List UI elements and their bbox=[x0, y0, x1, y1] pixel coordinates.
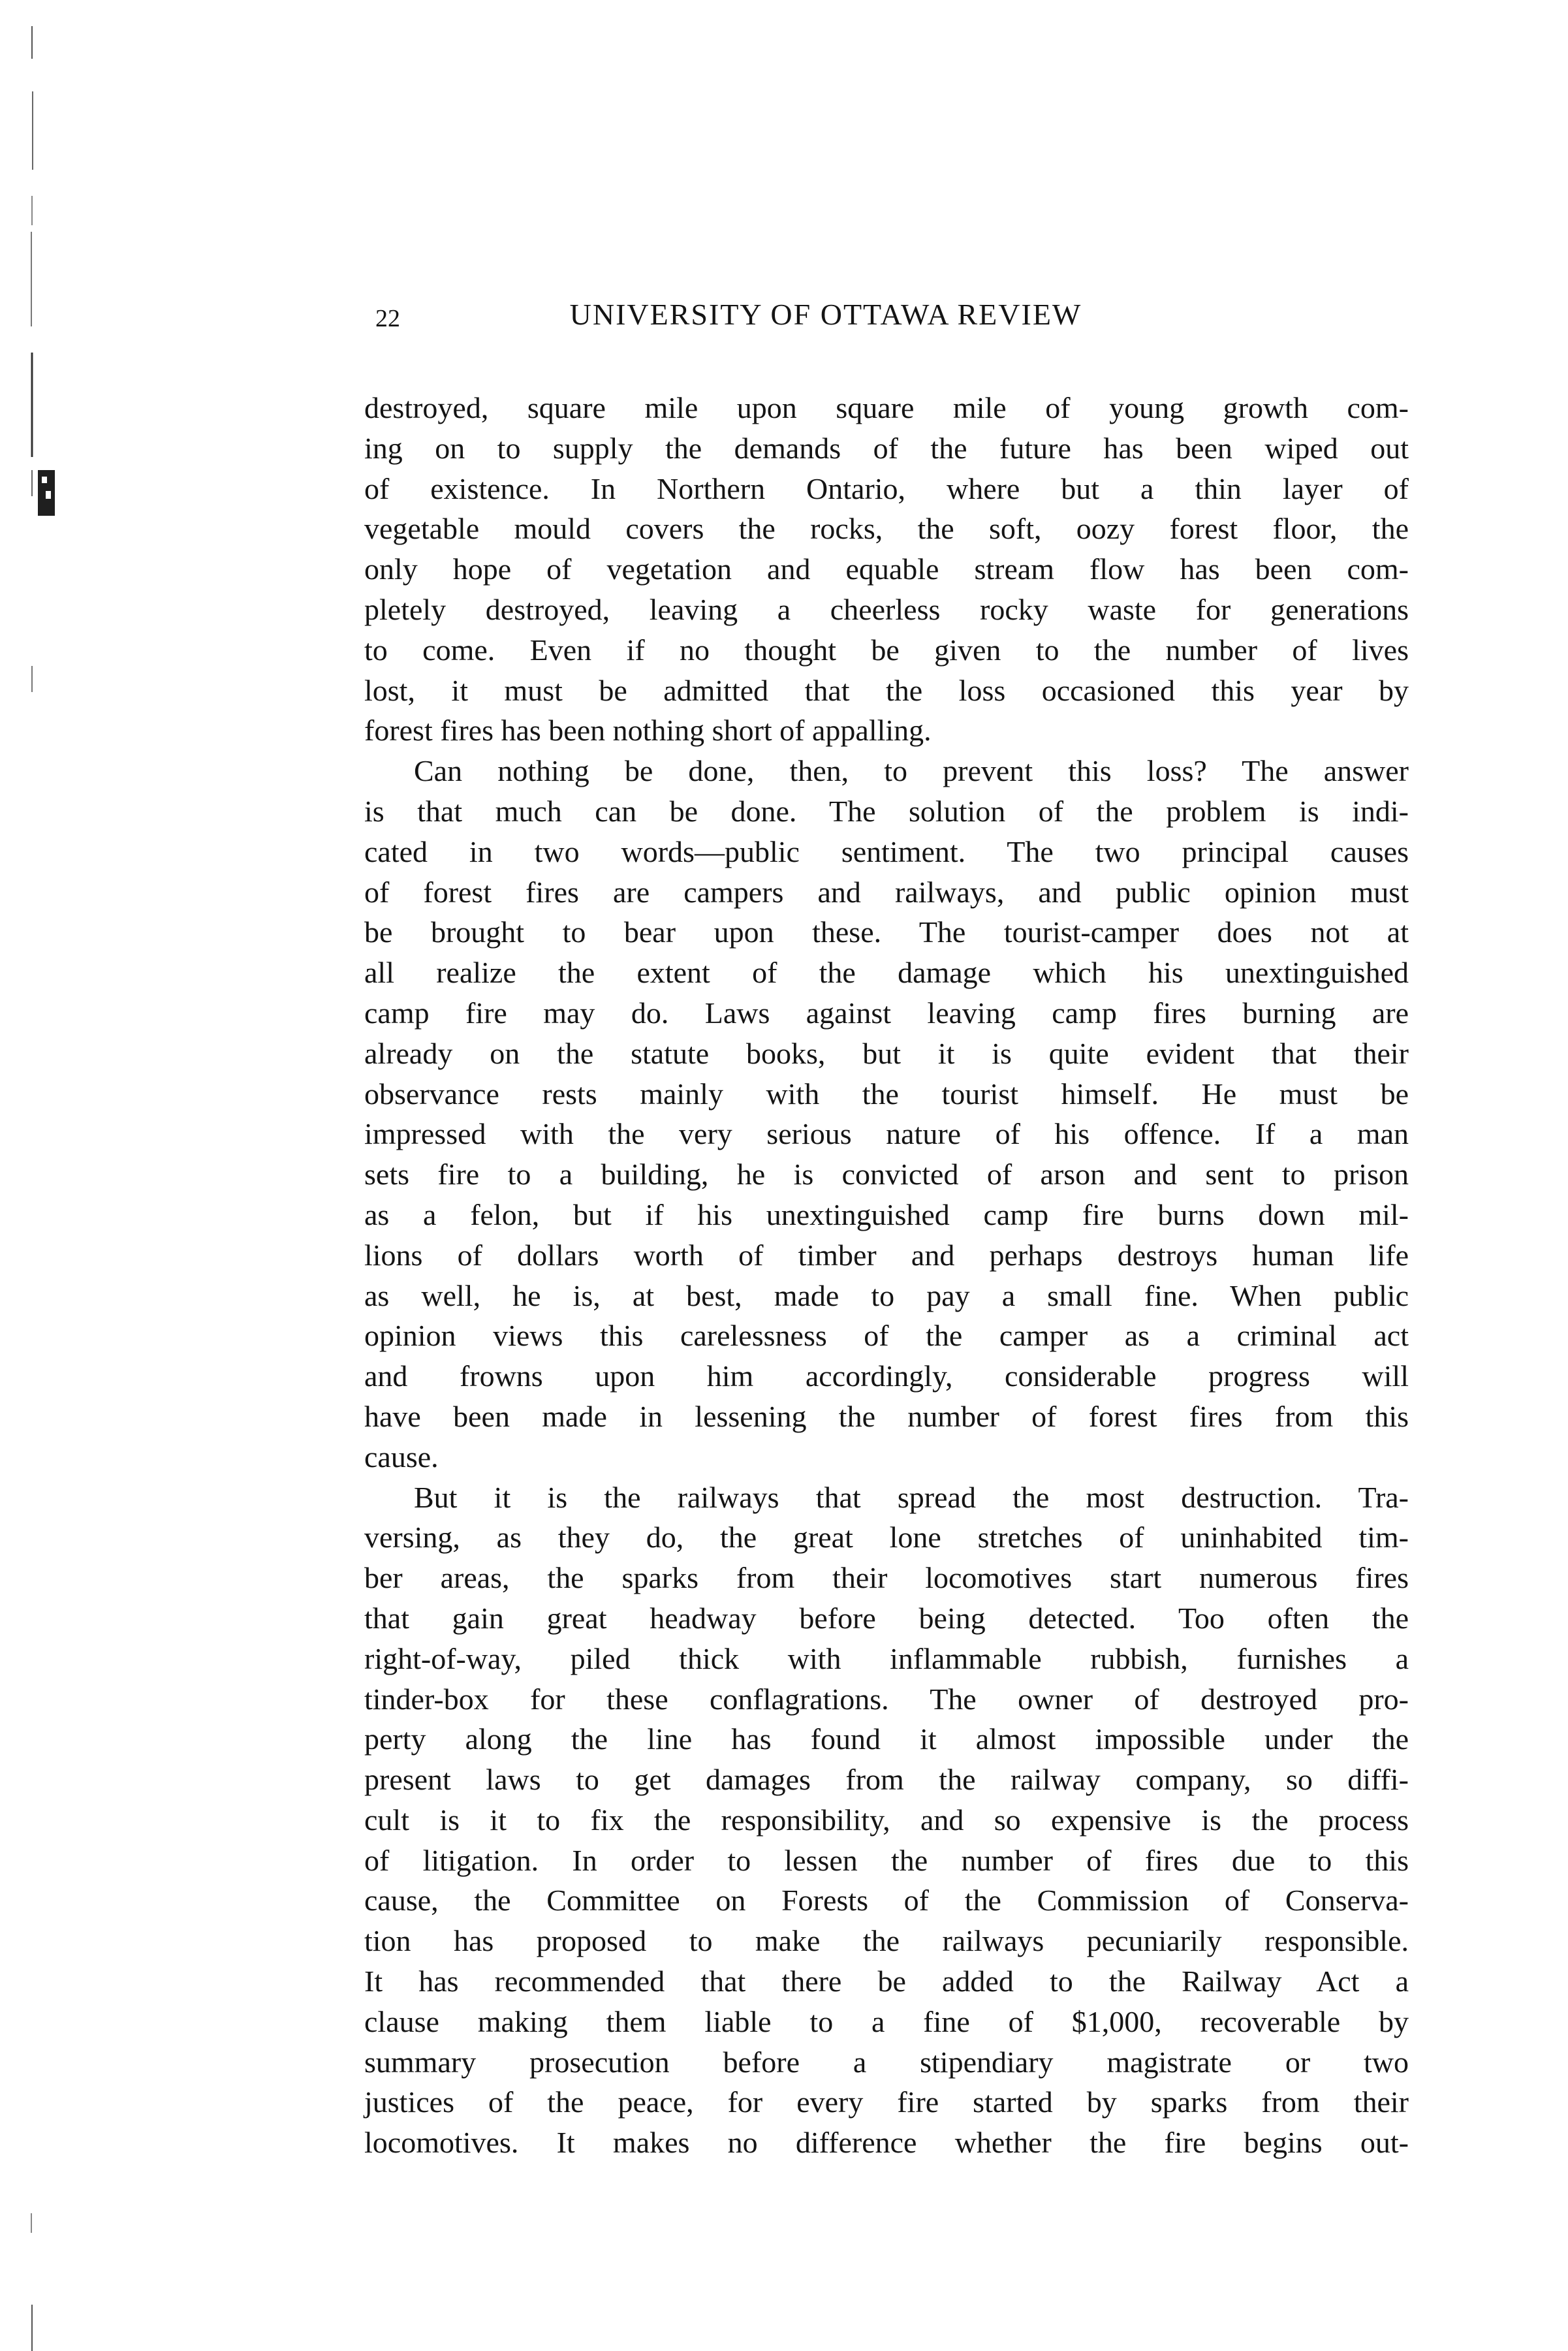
text-line: present laws to get damages from the railway company, so diffi- bbox=[364, 1763, 1409, 1797]
text-line: right-of-way, piled thick with inflammable rubbish, furnishes a bbox=[364, 1641, 1409, 1675]
running-title: UNIVERSITY OF OTTAWA REVIEW bbox=[569, 298, 1082, 331]
text-line: cult is it to fix the responsibility, and so expensive is the process bbox=[364, 1803, 1409, 1837]
text-line: tinder-box for these conflagrations. The owner of destroyed pro- bbox=[364, 1682, 1409, 1716]
text-line: be brought to bear upon these. The tourist-camper does not at bbox=[364, 915, 1409, 949]
text-line: cause, the Committee on Forests of the Commission of Conserva- bbox=[364, 1884, 1409, 1917]
text-line: observance rests mainly with the tourist himself. He must be bbox=[364, 1077, 1409, 1111]
text-line: is that much can be done. The solution of the problem is indi- bbox=[364, 794, 1409, 828]
text-line: have been made in lessening the number of forest fires from this bbox=[364, 1399, 1409, 1433]
text-line: only hope of vegetation and equable stream flow has been com- bbox=[364, 552, 1409, 586]
text-line: as a felon, but if his unextinguished camp fire burns down mil- bbox=[364, 1197, 1409, 1231]
text-line: that gain great headway before being detected. Too often the bbox=[364, 1601, 1409, 1635]
text-line: locomotives. It makes no difference whether the fire begins out- bbox=[364, 2126, 1409, 2160]
text-line: ber areas, the sparks from their locomotives start numerous fires bbox=[364, 1561, 1409, 1595]
text-line: But it is the railways that spread the most destruction. Tra- bbox=[414, 1480, 1409, 1514]
text-line: clause making them liable to a fine of $1,000, recoverable by bbox=[364, 2004, 1409, 2038]
text-line: lost, it must be admitted that the loss occasioned this year by bbox=[364, 673, 1409, 707]
text-line: summary prosecution before a stipendiary magistrate or two bbox=[364, 2045, 1409, 2079]
text-line: to come. Even if no thought be given to the number of lives bbox=[364, 633, 1409, 667]
body-text bbox=[364, 388, 1409, 2163]
text-line: vegetable mould covers the rocks, the soft, oozy forest floor, the bbox=[364, 512, 1409, 546]
text-line: It has recommended that there be added to the Railway Act a bbox=[364, 1964, 1409, 1998]
text-line: pletely destroyed, leaving a cheerless rocky waste for generations bbox=[364, 592, 1409, 626]
text-line: Can nothing be done, then, to prevent this loss? The answer bbox=[414, 754, 1409, 788]
text-line: already on the statute books, but it is quite evident that their bbox=[364, 1036, 1409, 1070]
text-line: opinion views this carelessness of the camper as a criminal act bbox=[364, 1319, 1409, 1353]
text-line: lions of dollars worth of timber and perhaps destroys human life bbox=[364, 1238, 1409, 1272]
text-line: forest fires has been nothing short of appalling. bbox=[364, 714, 932, 748]
text-line: destroyed, square mile upon square mile of young growth com- bbox=[364, 391, 1409, 424]
text-line: as well, he is, at best, made to pay a small fine. When public bbox=[364, 1278, 1409, 1312]
text-line: of existence. In Northern Ontario, where but a thin layer of bbox=[364, 471, 1409, 505]
page-number: 22 bbox=[375, 305, 400, 332]
running-head bbox=[375, 295, 1250, 341]
text-line: cause. bbox=[364, 1440, 439, 1474]
text-line: and frowns upon him accordingly, considerable progress will bbox=[364, 1359, 1409, 1393]
scan-margin-artifacts bbox=[0, 0, 104, 2351]
text-line: justices of the peace, for every fire started by sparks from their bbox=[364, 2085, 1409, 2119]
text-line: sets fire to a building, he is convicted of arson and sent to prison bbox=[364, 1158, 1409, 1191]
text-line: all realize the extent of the damage which his unextinguished bbox=[364, 956, 1409, 990]
text-line: impressed with the very serious nature of his offence. If a man bbox=[364, 1117, 1409, 1151]
text-line: camp fire may do. Laws against leaving camp fires burning are bbox=[364, 996, 1409, 1030]
text-line: perty along the line has found it almost impossible under the bbox=[364, 1722, 1409, 1756]
text-line: versing, as they do, the great lone stretches of uninhabited tim- bbox=[364, 1521, 1409, 1554]
text-line: ing on to supply the demands of the future has been wiped out bbox=[364, 431, 1409, 465]
text-line: of litigation. In order to lessen the number of fires due to this bbox=[364, 1843, 1409, 1877]
text-line: cated in two words—public sentiment. The two principal causes bbox=[364, 834, 1409, 868]
text-line: of forest fires are campers and railways, and public opinion must bbox=[364, 875, 1409, 909]
text-line: tion has proposed to make the railways pecuniarily responsible. bbox=[364, 1924, 1409, 1958]
